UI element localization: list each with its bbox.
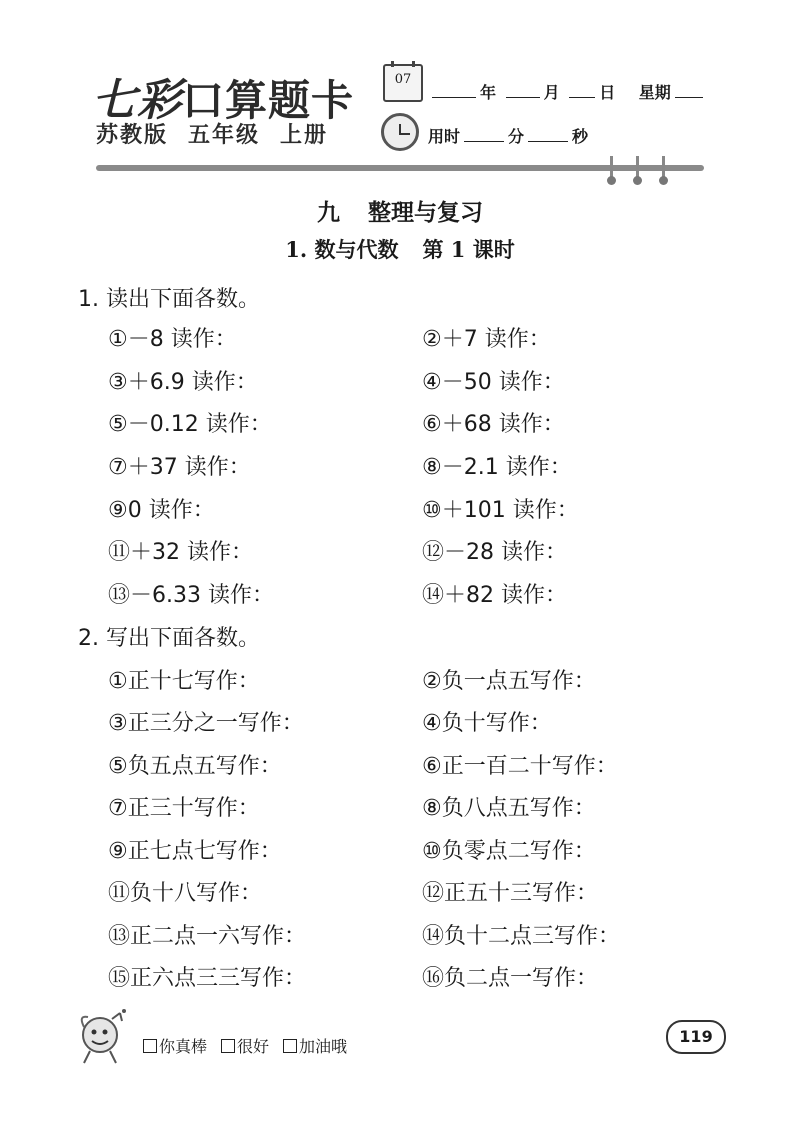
mascot-illustration: [70, 1005, 134, 1069]
minute-blank[interactable]: [464, 127, 504, 142]
question-2-title: 2. 写出下面各数。: [78, 626, 260, 651]
q2-item: ⑯负二点一写作：: [422, 966, 599, 991]
binder-pin: [636, 156, 639, 182]
second-label: 秒: [572, 127, 589, 146]
rating-checkbox[interactable]: [221, 1039, 235, 1053]
month-label: 月: [543, 83, 560, 102]
q1-item: ⑦＋37 读作：: [108, 455, 251, 480]
rating-checkbox[interactable]: [283, 1039, 297, 1053]
second-blank[interactable]: [528, 127, 568, 142]
q1-item: ⑥＋68 读作：: [422, 412, 565, 437]
brand-qicai: 七彩: [92, 75, 182, 126]
q2-item: ③正三分之一写作：: [108, 711, 304, 736]
q1-item: ⑪＋32 读作：: [108, 540, 253, 565]
q2-item: ⑭负十二点三写作：: [422, 924, 621, 949]
q2-item: ⑫正五十三写作：: [422, 881, 599, 906]
binder-pin: [610, 156, 613, 182]
time-line: [428, 124, 588, 147]
chapter-name: 整理与复习: [368, 199, 483, 226]
q1-item: ⑤－0.12 读作：: [108, 412, 272, 437]
q2-item: ⑥正一百二十写作：: [422, 754, 618, 779]
rating-checkbox[interactable]: [143, 1039, 157, 1053]
time-used-label: 用时: [428, 127, 461, 146]
q1-item: ⑩＋101 读作：: [422, 498, 579, 523]
q1-item: ⑬－6.33 读作：: [108, 583, 274, 608]
weekday-blank[interactable]: [675, 83, 703, 98]
clock-icon: [381, 113, 419, 151]
year-blank[interactable]: [432, 83, 476, 98]
chapter-number: 九: [317, 199, 340, 226]
q2-item: ④负十写作：: [422, 711, 552, 736]
q2-item: ⑩负零点二写作：: [422, 839, 596, 864]
brand-rest: 口算题卡: [182, 76, 355, 125]
rating-label: 很好: [237, 1037, 270, 1056]
minute-label: 分: [508, 127, 525, 146]
question-1-title: 1. 读出下面各数。: [78, 287, 260, 312]
day-label: 日: [599, 83, 616, 102]
q1-item: ⑫－28 读作：: [422, 540, 567, 565]
page-number: 119: [666, 1020, 726, 1054]
rating-label: 加油哦: [299, 1037, 348, 1056]
q1-item: ⑧－2.1 读作：: [422, 455, 572, 480]
edition-grade: 五年级: [188, 123, 261, 148]
lesson-topic: 1. 数与代数: [285, 237, 399, 262]
q1-item: ④－50 读作：: [422, 370, 565, 395]
lesson-title: [0, 234, 800, 264]
q2-item: ⑧负八点五写作：: [422, 796, 596, 821]
calendar-number: 07: [394, 72, 412, 87]
q1-item: ⑨0 读作：: [108, 498, 215, 523]
q2-item: ②负一点五写作：: [422, 669, 596, 694]
year-label: 年: [480, 83, 497, 102]
q2-item: ⑤负五点五写作：: [108, 754, 282, 779]
edition-publisher: 苏教版: [96, 123, 169, 148]
month-blank[interactable]: [506, 83, 540, 98]
q2-item: ⑮正六点三三写作：: [108, 966, 307, 991]
q2-item: ⑬正二点一六写作：: [108, 924, 307, 949]
q1-item: ③＋6.9 读作：: [108, 370, 258, 395]
weekday-label: 星期: [638, 83, 671, 102]
day-blank[interactable]: [569, 83, 595, 98]
calendar-icon: [383, 64, 423, 102]
chapter-title: [0, 194, 800, 227]
edition-volume: 上册: [280, 123, 329, 148]
q1-item: ⑭＋82 读作：: [422, 583, 567, 608]
binder-pin: [662, 156, 665, 182]
q2-item: ⑨正七点七写作：: [108, 839, 282, 864]
edition-line: [96, 118, 348, 149]
date-line: [428, 80, 707, 103]
rating-label: 你真棒: [159, 1037, 208, 1056]
q2-item: ⑪负十八写作：: [108, 881, 263, 906]
q2-item: ⑦正三十写作：: [108, 796, 260, 821]
self-rating: [143, 1034, 361, 1057]
lesson-period: 第 1 课时: [422, 237, 515, 262]
q2-item: ①正十七写作：: [108, 669, 260, 694]
q1-item: ②＋7 读作：: [422, 327, 551, 352]
q1-item: ①－8 读作：: [108, 327, 237, 352]
